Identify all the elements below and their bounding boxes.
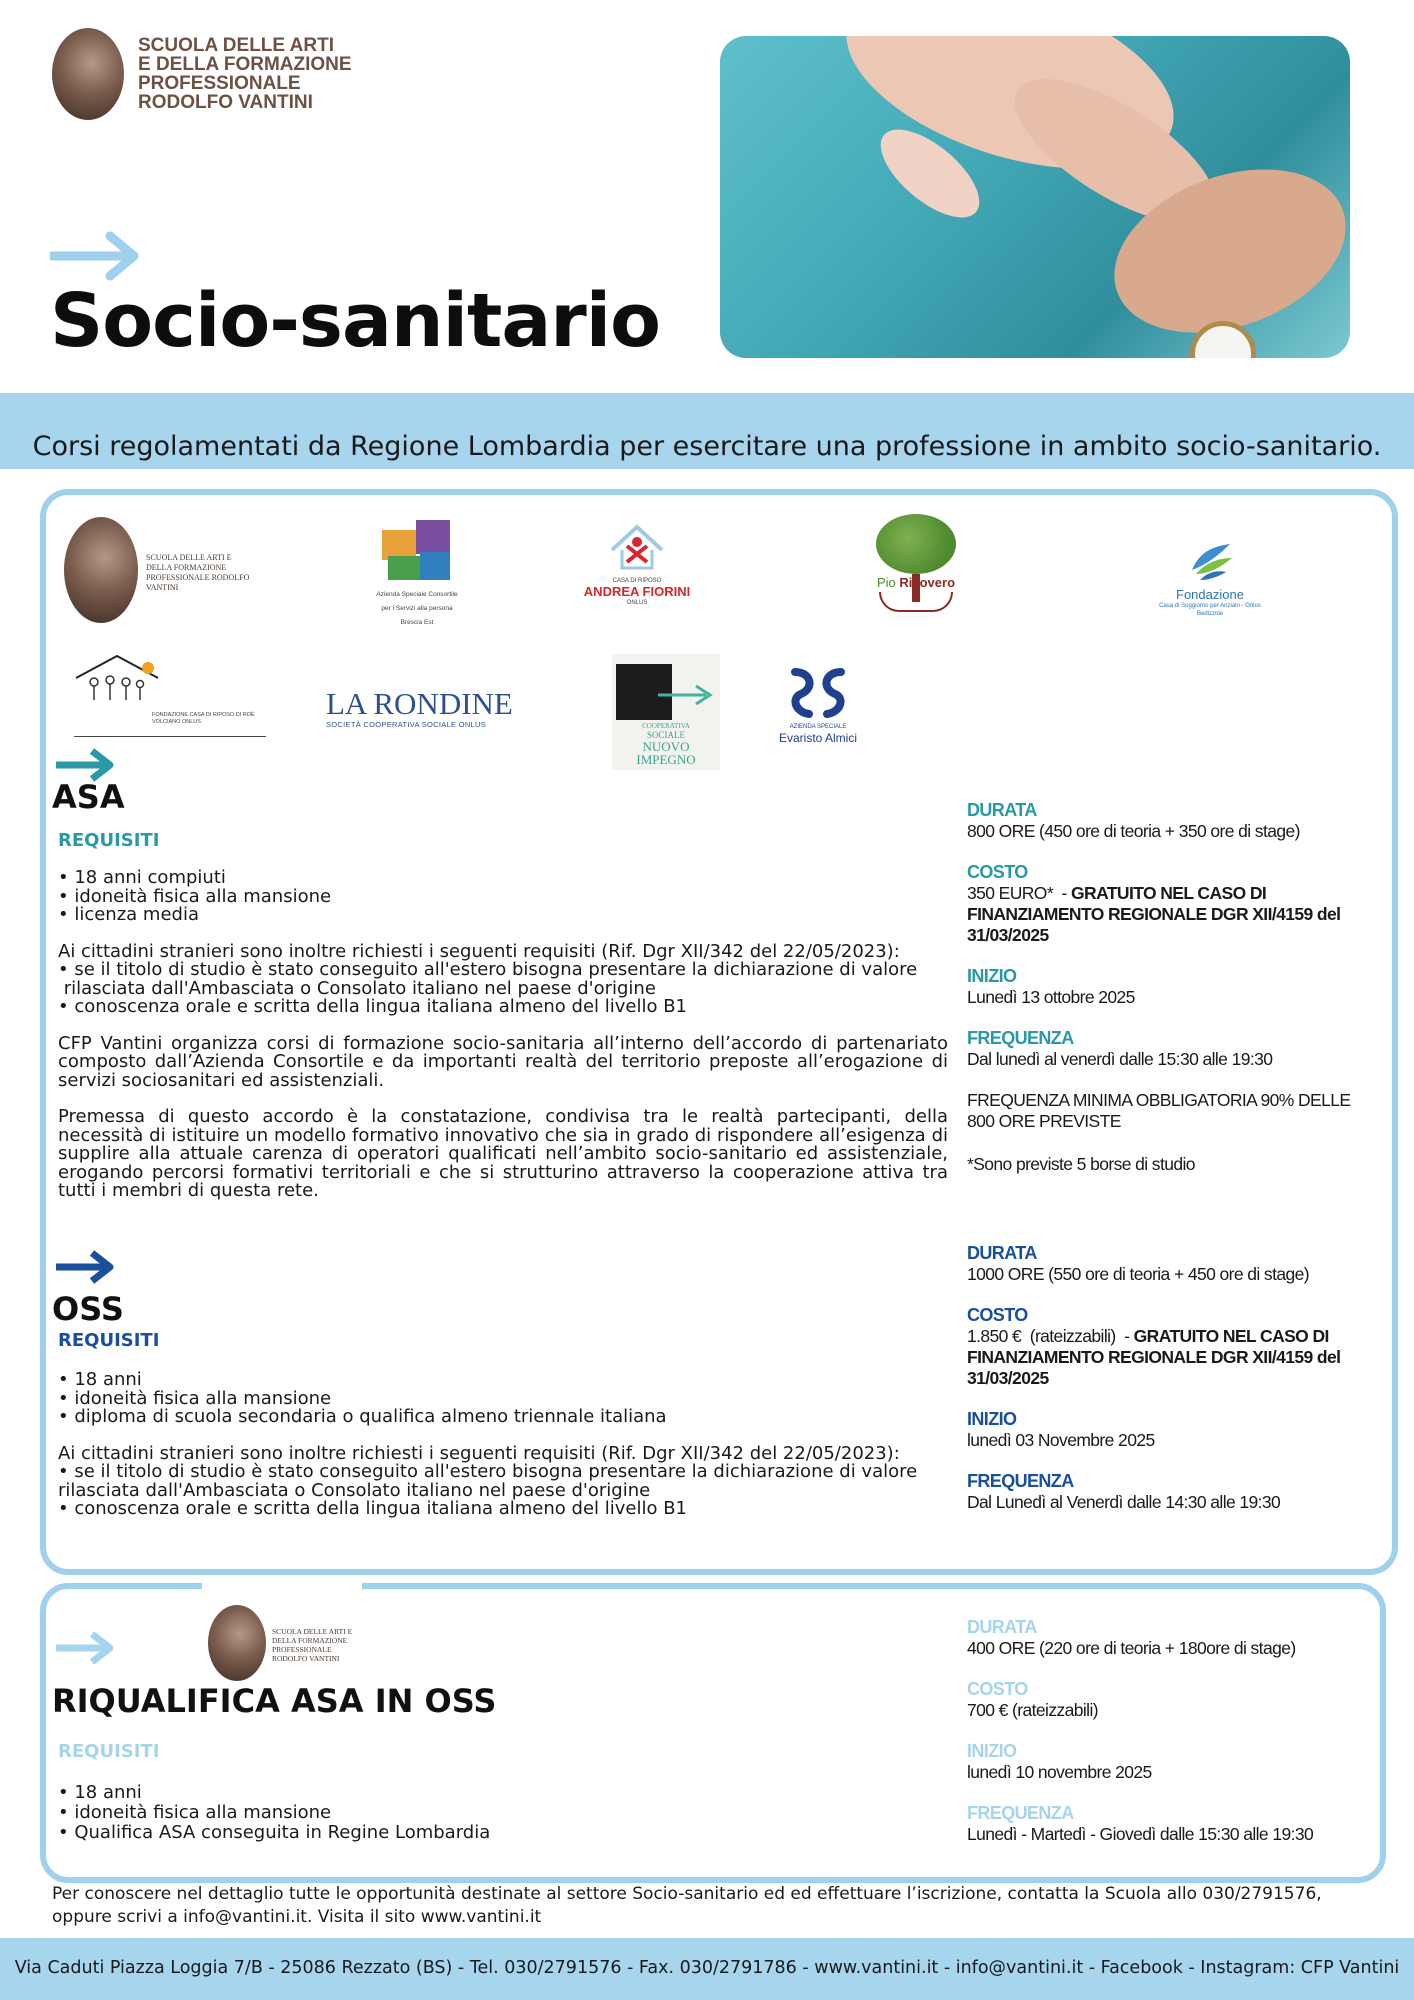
partner-logo-vantini: SCUOLA DELLE ARTI E DELLA FORMAZIONE PROFESSIONALE RODOLFO VANTINI: [64, 517, 254, 627]
oss-frequenza: Dal Lunedì al Venerdì dalle 14:30 alle 19:30: [967, 1492, 1281, 1512]
riqualifica-requirements: [58, 1783, 858, 1843]
oss-inizio-label: INIZIO: [967, 1409, 1017, 1429]
list-item: • idoneità fisica alla mansione: [58, 885, 332, 907]
riq-costo-label: COSTO: [967, 1679, 1028, 1699]
oss-durata: 1000 ORE (550 ore di teoria + 450 ore di stage): [967, 1264, 1309, 1284]
partner-logo-casa-riposo-roe-volciano: FONDAZIONE CASA DI RIPOSO DI ROÈ VOLCIANO ONLUS: [72, 652, 272, 740]
school-logo-text: SCUOLA DELLE ARTI E DELLA FORMAZIONE PROFESSIONALE RODOLFO VANTINI: [138, 35, 352, 113]
riqualifica-title: RIQUALIFICA ASA IN OSS: [52, 1682, 497, 1720]
partner-logo-evaristo-almici: AZIENDA SPECIALE Evaristo Almici: [768, 668, 868, 754]
partner-logo-nuovo-impegno: COOPERATIVA SOCIALE NUOVO IMPEGNO: [612, 654, 720, 770]
list-item: rilasciata dall'Ambasciata o Consolato italiano nel paese d'origine: [58, 977, 656, 999]
riq-frequenza: Lunedì - Martedì - Giovedì dalle 15:30 alle 19:30: [967, 1824, 1314, 1844]
oss-title: OSS: [52, 1290, 124, 1328]
sculpture-medallion-icon: [64, 517, 138, 623]
asa-details: [967, 800, 1377, 1175]
list-item: • 18 anni: [58, 1782, 142, 1803]
oss-requisiti-heading: REQUISITI: [58, 1330, 160, 1351]
asa-requirements: [58, 869, 948, 1201]
list-item: • se il titolo di studio è stato conseguito all'estero bisogna presentare la dichiarazione di valore: [58, 959, 918, 980]
list-item: • Qualifica ASA conseguita in Regine Lombardia: [58, 1822, 491, 1843]
leaves-icon: [1186, 540, 1234, 582]
foreign-intro: Ai cittadini stranieri sono inoltre richiesti i seguenti requisiti (Rif. Dgr XII/342 del 22/05/2023):: [58, 1442, 900, 1464]
arrow-right-icon: [54, 1249, 120, 1285]
asa-inizio: Lunedì 13 ottobre 2025: [967, 987, 1135, 1007]
footer-contacts: Via Caduti Piazza Loggia 7/B - 25086 Rezzato (BS) - Tel. 030/2791576 - Fax. 030/2791786 - www.vantini.it - info@vantini.it - Facebook - Instagram: CFP Vantini: [14, 1958, 1400, 1978]
riq-inizio-label: INIZIO: [967, 1741, 1017, 1761]
list-item: rilasciata dall'Ambasciata o Consolato italiano nel paese d'origine: [58, 1479, 651, 1501]
oss-frequenza-label: FREQUENZA: [967, 1471, 1074, 1491]
hero-photo: [720, 36, 1350, 358]
asa-title: ASA: [52, 778, 125, 816]
contact-note: Per conoscere nel dettaglio tutte le opportunità destinate al settore Socio-sanitario ed ed effettuare l’iscrizione, contatta la Scuola allo 030/2791576, oppure scrivi a info@vantini.it. Visita il sito www.vantini.it: [52, 1884, 1322, 1927]
partner-logo-vantini: SCUOLA DELLE ARTI E DELLA FORMAZIONE PROFESSIONALE RODOLFO VANTINI: [202, 1583, 362, 1669]
riq-inizio: lunedì 10 novembre 2025: [967, 1762, 1152, 1782]
oss-details: [967, 1243, 1377, 1513]
partner-logo-andrea-fiorini: CASA DI RIPOSO ANDREA FIORINI ONLUS: [572, 522, 702, 612]
arrow-right-icon: [50, 230, 146, 282]
tree-icon: [876, 514, 956, 574]
partner-logo-pio-ricovero: Pio Ricovero: [866, 514, 966, 646]
asa-borse-studio: *Sono previste 5 borse di studio: [967, 1154, 1195, 1174]
intro-banner: [0, 393, 1414, 469]
riqualifica-requisiti-heading: REQUISITI: [58, 1741, 160, 1762]
intro-banner-text: Corsi regolamentati da Regione Lombardia per esercitare una professione in ambito socio-sanitario.: [32, 431, 1382, 462]
house-person-icon: [607, 522, 667, 572]
page-title: Socio-sanitario: [50, 278, 660, 364]
oss-durata-label: DURATA: [967, 1243, 1037, 1263]
list-item: • licenza media: [58, 904, 199, 925]
sculpture-medallion-icon: [52, 28, 124, 120]
riq-costo: 700 € (rateizzabili): [967, 1700, 1098, 1720]
asa-paragraph-1: CFP Vantini organizza corsi di formazione socio-sanitaria all’interno dell’accordo di partenariato composto dall’Azienda Consortile e da importanti realtà del territorio preposte all’erogazione di servizi sociosanitari ed assistenziali.: [58, 1032, 948, 1091]
figures-icon: [783, 668, 853, 718]
riq-frequenza-label: FREQUENZA: [967, 1803, 1074, 1823]
oss-costo-label: COSTO: [967, 1305, 1028, 1325]
list-item: • conoscenza orale e scritta della lingua italiana almeno del livello B1: [58, 1498, 688, 1519]
house-family-icon: [72, 652, 162, 708]
oss-requirements: [58, 1371, 958, 1519]
arrow-right-icon: [656, 684, 716, 706]
list-item: • se il titolo di studio è stato conseguito all'estero bisogna presentare la dichiarazione di valore: [58, 1461, 918, 1482]
list-item: • idoneità fisica alla mansione: [58, 1802, 332, 1823]
school-logo: [52, 28, 402, 126]
riqualifica-details: [967, 1617, 1367, 1845]
partner-logo-azienda-consortile: Azienda Speciale Consortile per i Servizi alla persona Brescia Est: [362, 520, 472, 635]
asa-paragraph-2: Premessa di questo accordo è la constatazione, condivisa tra le realtà partecipanti, della necessità di istituire un modello formativo innovativo che sia in grado di rispondere all’esigenza di supplire alla attuale carenza di operatori qualificati nell’ambito socio-sanitario ed assistenziale, erogando percorsi formativi territoriali e che si strutturino attraverso la cooperazione attiva tra tutti i membri di questa rete.: [58, 1106, 948, 1201]
asa-frequenza: Dal lunedì al venerdì dalle 15:30 alle 19:30: [967, 1049, 1273, 1069]
foreign-intro: Ai cittadini stranieri sono inoltre richiesti i seguenti requisiti (Rif. Dgr XII/342 del 22/05/2023):: [58, 940, 900, 962]
asa-requisiti-heading: REQUISITI: [58, 830, 160, 851]
riq-durata: 400 ORE (220 ore di teoria + 180ore di stage): [967, 1638, 1296, 1658]
riq-durata-label: DURATA: [967, 1617, 1037, 1637]
list-item: • diploma di scuola secondaria o qualifica almeno triennale italiana: [58, 1406, 667, 1427]
asa-durata-label: DURATA: [967, 800, 1037, 820]
asa-costo-label: COSTO: [967, 862, 1028, 882]
oss-costo: 1.850 € (rateizzabili) - GRATUITO NEL CASO DI FINANZIAMENTO REGIONALE DGR XII/4159 del 31/03/2025: [967, 1326, 1341, 1388]
oss-inizio: lunedì 03 Novembre 2025: [967, 1430, 1155, 1450]
partner-logo-fondazione-bedizzole: Fondazione Casa di Soggiorno per Anziani - Onlus Bedizzole: [1140, 540, 1280, 620]
partner-logo-la-rondine: LA RONDINE SOCIETÀ COOPERATIVA SOCIALE ONLUS: [326, 686, 513, 729]
asa-durata: 800 ORE (450 ore di teoria + 350 ore di stage): [967, 821, 1300, 841]
puzzle-icon: [382, 520, 452, 582]
asa-costo: 350 EURO* - GRATUITO NEL CASO DI FINANZIAMENTO REGIONALE DGR XII/4159 del 31/03/2025: [967, 883, 1341, 945]
list-item: • conoscenza orale e scritta della lingua italiana almeno del livello B1: [58, 996, 688, 1017]
list-item: • 18 anni compiuti: [58, 867, 226, 888]
sculpture-medallion-icon: [208, 1605, 266, 1681]
asa-inizio-label: INIZIO: [967, 966, 1017, 986]
list-item: • idoneità fisica alla mansione: [58, 1387, 332, 1409]
asa-frequenza-label: FREQUENZA: [967, 1028, 1074, 1048]
footer-bar: [0, 1938, 1414, 2000]
arrow-right-icon: [54, 1630, 120, 1666]
asa-frequenza-minima: FREQUENZA MINIMA OBBLIGATORIA 90% DELLE 800 ORE PREVISTE: [967, 1090, 1351, 1131]
list-item: • 18 anni: [58, 1369, 142, 1390]
